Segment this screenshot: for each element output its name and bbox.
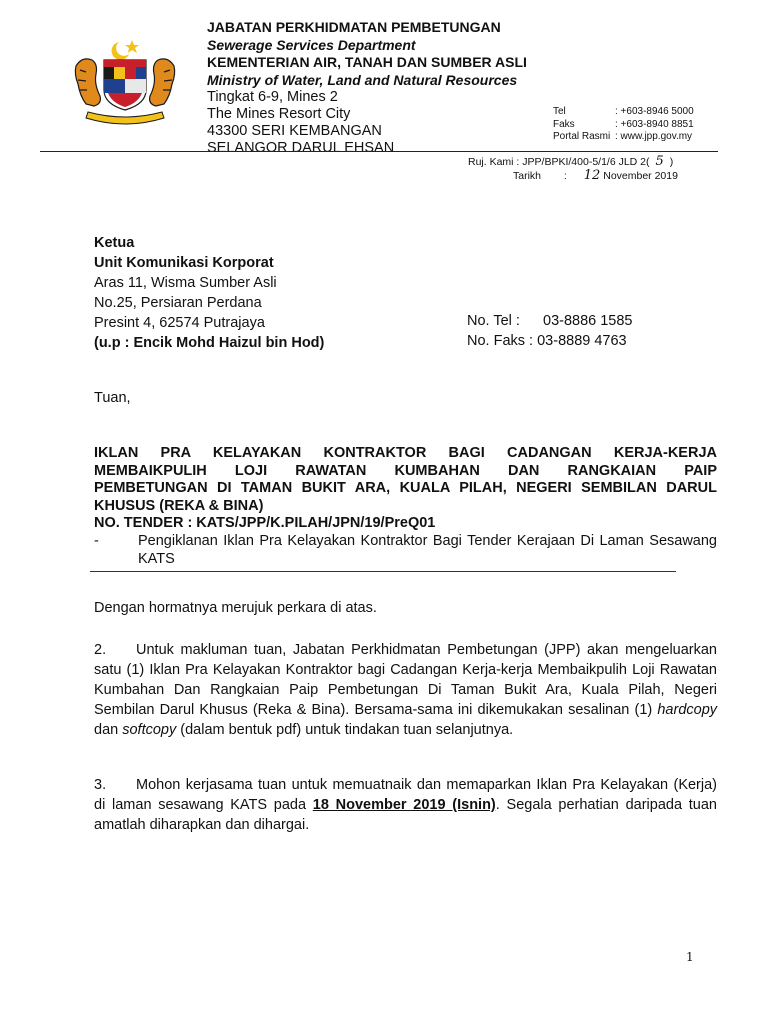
address-line: The Mines Resort City (207, 106, 351, 122)
paragraph-number: 3. (94, 777, 107, 793)
address-line: Tingkat 6-9, Mines 2 (207, 89, 338, 105)
recipient-contact (467, 311, 633, 351)
subject-line: IKLAN PRA KELAYAKAN KONTRAKTOR BAGI CADANGAN KERJA-KERJA (94, 445, 717, 461)
paragraph-text: (dalam bentuk pdf) untuk tindakan tuan selanjutnya. (180, 722, 514, 738)
date-label: Tarikh (513, 170, 542, 182)
paragraph-emphasis: softcopy (122, 722, 177, 738)
recipient-tel-label: No. Tel : (467, 313, 520, 329)
reference-label: Ruj. Kami : (468, 156, 520, 168)
page-number: 1 (686, 950, 694, 964)
recipient-unit: Unit Komunikasi Korporat (94, 255, 274, 271)
reference-handwritten-number: 5 (655, 154, 664, 169)
reference-block (468, 155, 678, 183)
paragraph-emphasis: hardcopy (657, 702, 718, 718)
contact-value: : +603-8940 8851 (615, 118, 694, 130)
recipient-address-line: Presint 4, 62574 Putrajaya (94, 315, 265, 331)
subject-line: PEMBETUNGAN DI TAMAN BUKIT ARA, KUALA PILAH, NEGERI SEMBILAN DARUL (94, 480, 717, 496)
department-name-ms: JABATAN PERKHIDMATAN PEMBETUNGAN (207, 19, 501, 35)
recipient-address-line: Aras 11, Wisma Sumber Asli (94, 275, 277, 291)
paragraph-number: 2. (94, 642, 107, 658)
paragraph-text: Untuk makluman tuan, Jabatan Perkhidmatan Pembetungan (JPP) akan mengeluarkan satu (1) Iklan Pra Kelayakan Kontraktor bagi Cadangan Kerja-kerja Membaikpulih Loji Rawatan Kumbahan Dan Rangkaian Paip Pembetungan Di Taman Bukit Ara, Kuala Pilah, Negeri Sembilan Darul Khusus (Reka & Bina). Bersama-sama ini dikemukakan sesalinan (1) (94, 642, 717, 718)
paragraph-1: Dengan hormatnya merujuk perkara di atas. (94, 600, 377, 616)
date-handwritten-day: 12 (583, 168, 601, 183)
recipient-tel-value: 03-8886 1585 (543, 313, 633, 329)
paragraph-3 (94, 775, 717, 835)
date-line (468, 169, 678, 183)
recipient-address (94, 233, 324, 353)
recipient-fax-label: No. Faks : (467, 333, 534, 349)
recipient-fax-value: 03-8889 4763 (537, 333, 627, 349)
bullet-text: Pengiklanan Iklan Pra Kelayakan Kontraktor Bagi Tender Kerajaan Di Laman Sesawang KATS (138, 533, 717, 567)
paragraph-text: dan (94, 722, 119, 738)
contact-value: : www.jpp.gov.my (615, 131, 693, 142)
reference-value: JPP/BPKI/400-5/1/6 JLD 2( (522, 156, 650, 168)
contact-row-tel (553, 106, 694, 119)
tender-number: NO. TENDER : KATS/JPP/K.PILAH/JPN/19/PreQ01 (94, 515, 436, 531)
recipient-attention: (u.p : Encik Mohd Haizul bin Hod) (94, 335, 325, 351)
subject-divider (90, 571, 676, 572)
ministry-name-en: Ministry of Water, Land and Natural Resources (207, 71, 518, 88)
subject-heading (94, 445, 717, 515)
bullet-dash: - (94, 533, 99, 549)
recipient-title: Ketua (94, 235, 135, 251)
publish-date: 18 November 2019 (Isnin) (312, 797, 496, 813)
header-divider (40, 151, 718, 152)
reference-line (468, 155, 678, 169)
paragraph-text: . Segala perhatian daripada tuan amatlah diharapkan dan dihargai. (94, 797, 717, 833)
recipient-fax (467, 331, 633, 351)
contact-label: Portal Rasmi (553, 131, 611, 142)
recipient-address-line: No.25, Persiaran Perdana (94, 295, 262, 311)
government-crest-logo (66, 36, 184, 128)
contact-label: Tel (553, 106, 566, 117)
subject-bullet (94, 532, 717, 568)
recipient-tel (467, 311, 633, 331)
salutation: Tuan, (94, 390, 131, 406)
reference-close: ) (669, 156, 674, 168)
contact-value: : +603-8946 5000 (615, 106, 694, 117)
address-line: 43300 SERI KEMBANGAN (207, 123, 382, 139)
ministry-name-ms: KEMENTERIAN AIR, TANAH DAN SUMBER ASLI (207, 54, 527, 70)
subject-line: MEMBAIKPULIH LOJI RAWATAN KUMBAHAN DAN RANGKAIAN PAIP (94, 462, 717, 479)
date-value: November 2019 (603, 170, 678, 182)
contact-label: Faks (553, 118, 575, 130)
letterhead (207, 19, 527, 157)
department-name-en: Sewerage Services Department (207, 36, 416, 53)
contact-row-portal (553, 131, 694, 144)
contact-row-fax (553, 119, 694, 132)
contact-block (553, 106, 694, 144)
subject-line: KHUSUS (REKA & BINA) (94, 497, 264, 514)
paragraph-text: Mohon kerjasama tuan untuk memuatnaik dan memaparkan Iklan Pra Kelayakan (Kerja) di laman sesawang KATS pada (94, 777, 717, 813)
paragraph-2 (94, 640, 717, 740)
address-line: SELANGOR DARUL EHSAN (207, 140, 395, 156)
date-separator: : (563, 170, 567, 182)
